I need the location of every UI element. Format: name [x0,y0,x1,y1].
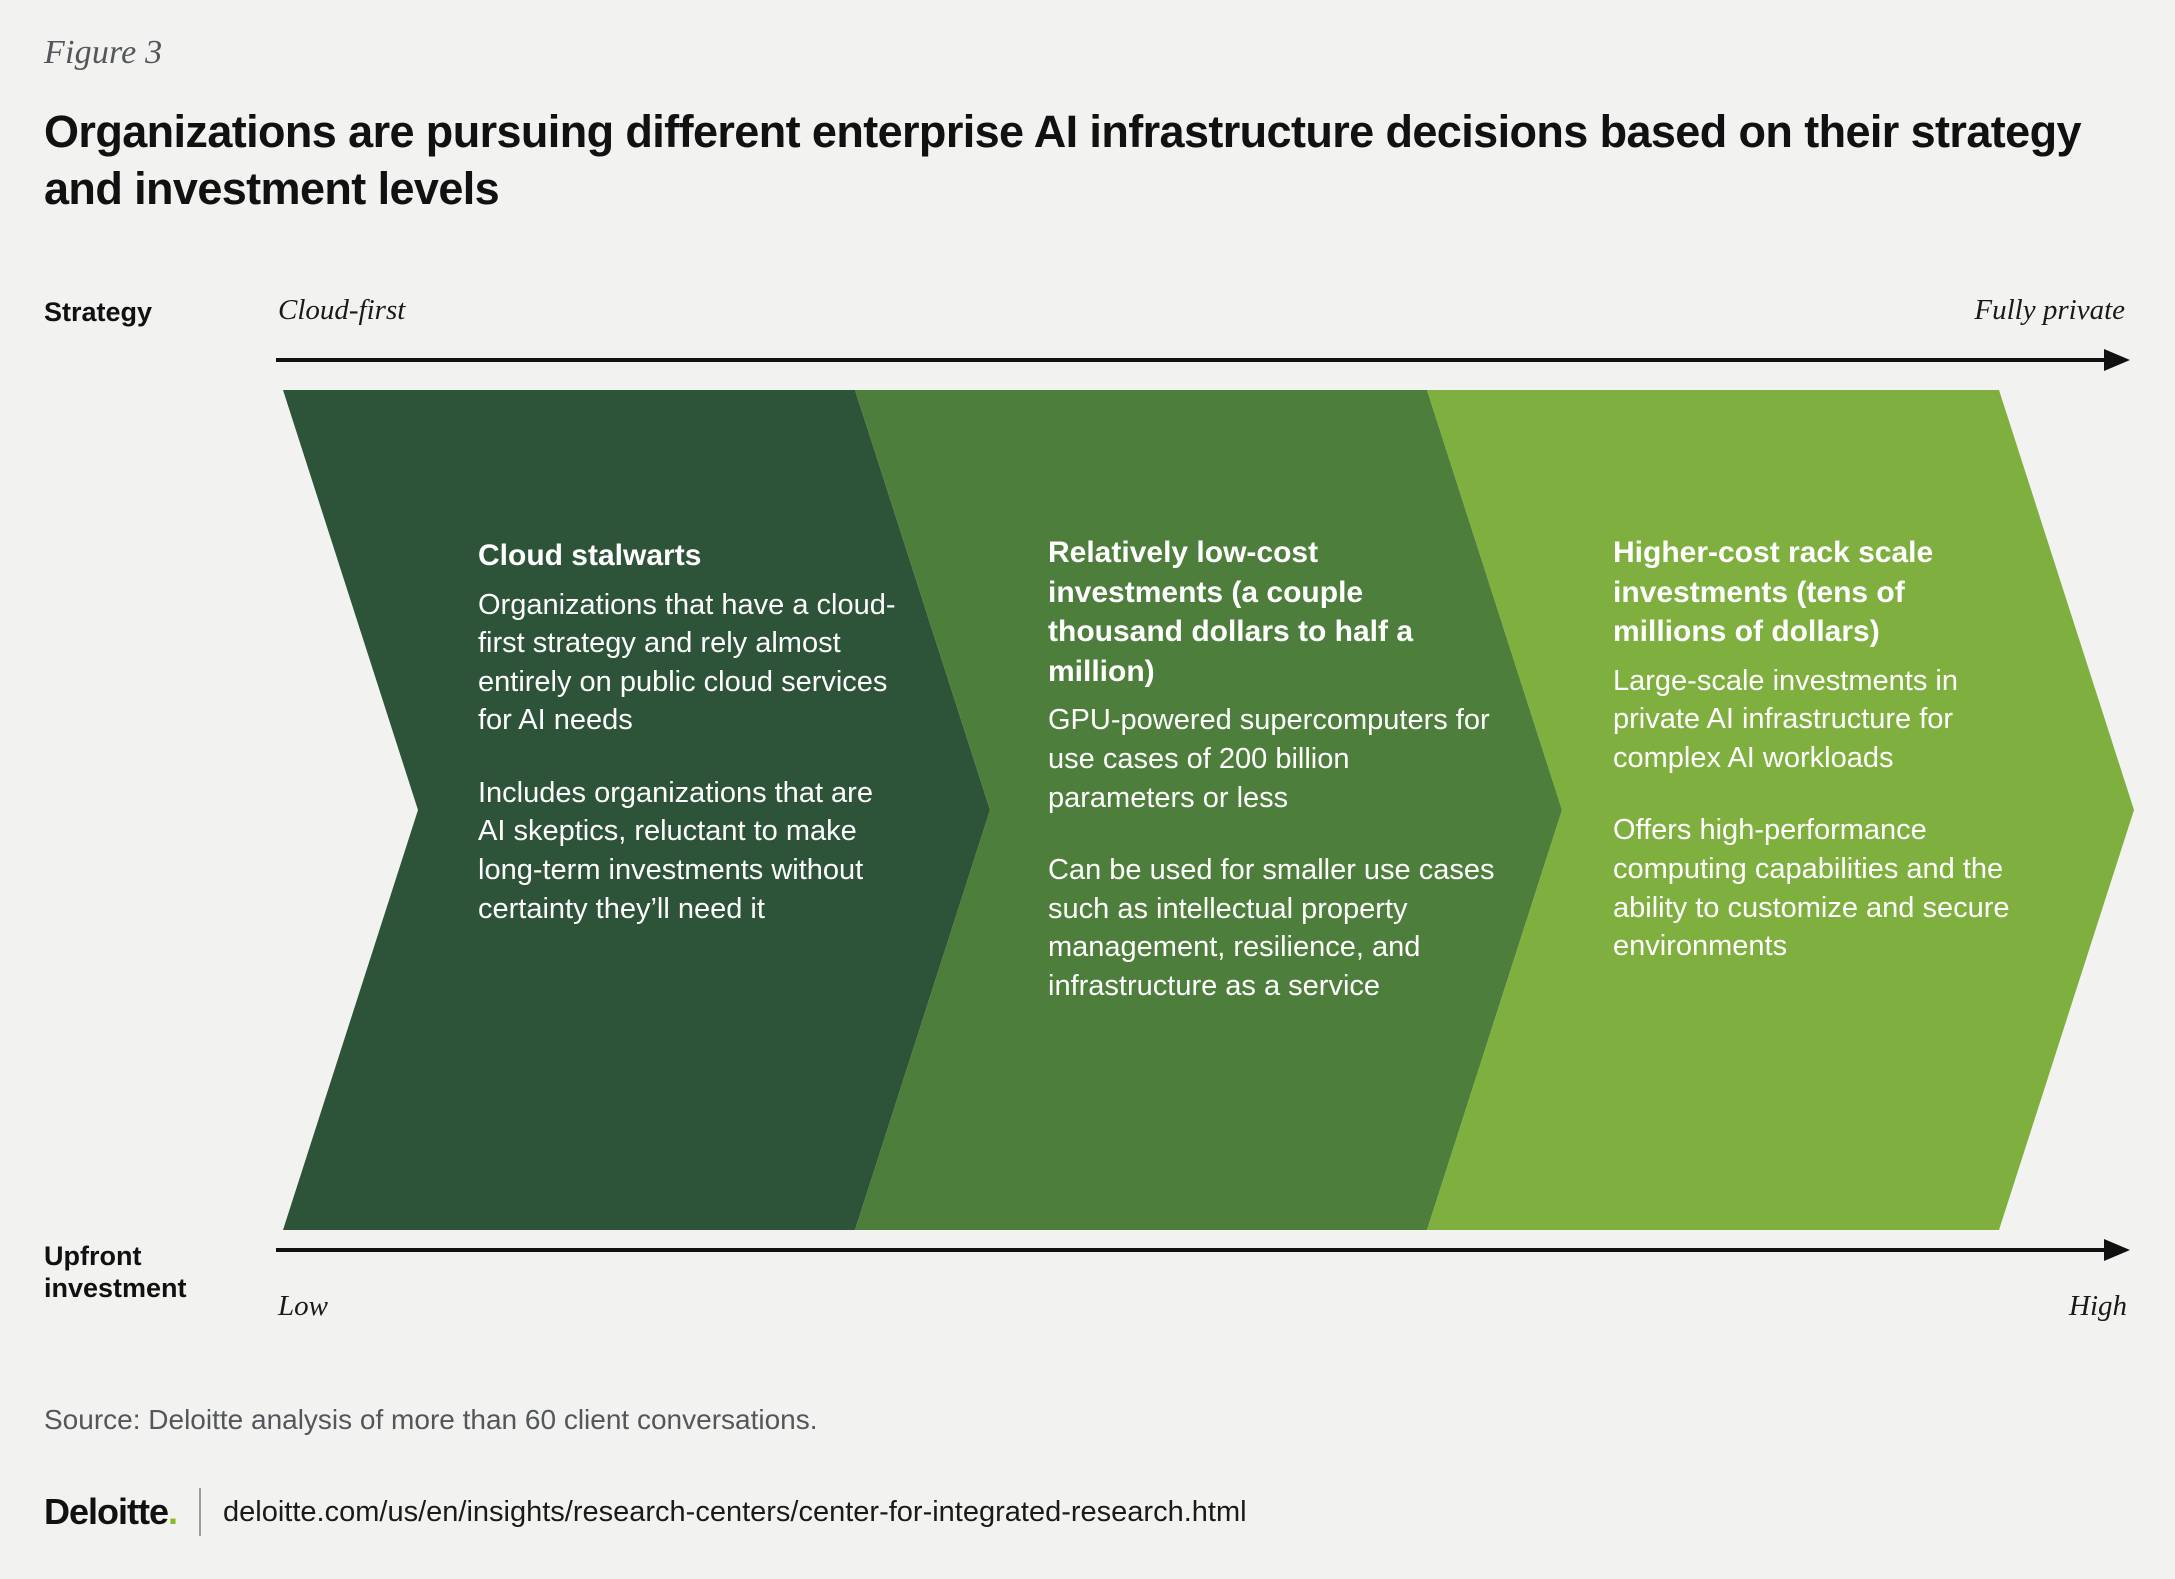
source-note: Source: Deloitte analysis of more than 60 client conversations. [44,1404,818,1435]
chevron-segment-2-text [1048,533,1500,1005]
chevron-segment-1-paragraph-1: Organizations that have a cloud-first strategy and rely almost entirely on public cloud services for AI needs [478,588,896,737]
chevron-segment-2-paragraph-1: GPU-powered supercomputers for use cases of 200 billion parameters or less [1048,704,1490,814]
footer-divider [199,1488,201,1536]
investment-axis-arrow [276,1237,2130,1263]
chevron-segment-1-heading: Cloud stalwarts [478,539,702,572]
footer [44,1485,1247,1539]
footer-url[interactable]: deloitte.com/us/en/insights/research-centers/center-for-integrated-research.html [223,1495,1247,1528]
chevron-segment-3-paragraph-1: Large-scale investments in private AI infrastructure for complex AI workloads [1613,664,1958,774]
strategy-axis-label: Strategy [44,297,153,327]
chevron-segment-1-paragraph-2: Includes organizations that are AI skeptics, reluctant to make long-term investments without certainty they’ll need it [478,776,873,925]
strategy-axis-arrow [276,347,2130,373]
chevron-segment-1-text [478,536,898,928]
chevron-segment-2-paragraph-2: Can be used for smaller use cases such as intellectual property management, resilience, and infrastructure as a service [1048,854,1495,1002]
chevron-segment-3-heading: Higher-cost rack scale investments (tens of millions of dollars) [1613,536,1934,649]
investment-axis-label: Upfront investment [44,1241,187,1304]
figure-label: Figure 3 [44,34,163,71]
deloitte-logo-text: Deloitte [44,1491,169,1532]
investment-axis-start-tick: Low [278,1290,328,1322]
chevron-segment-3-text [1613,533,2018,966]
chevron-band [0,390,2175,1230]
page-title: Organizations are pursuing different enterprise AI infrastructure decisions based on their strategy and investment levels [44,106,2081,214]
deloitte-logo-dot: . [168,1491,178,1532]
chevron-segment-3-paragraph-2: Offers high-performance computing capabilities and the ability to customize and secure environments [1613,814,2010,963]
chevron-segment-2-heading: Relatively low-cost investments (a couple thousand dollars to half a million) [1048,536,1414,688]
strategy-axis-start-tick: Cloud-first [278,294,406,326]
investment-axis-end-tick: High [2069,1290,2127,1322]
strategy-axis-end-tick: Fully private [1974,294,2125,326]
deloitte-logo [44,1491,199,1533]
